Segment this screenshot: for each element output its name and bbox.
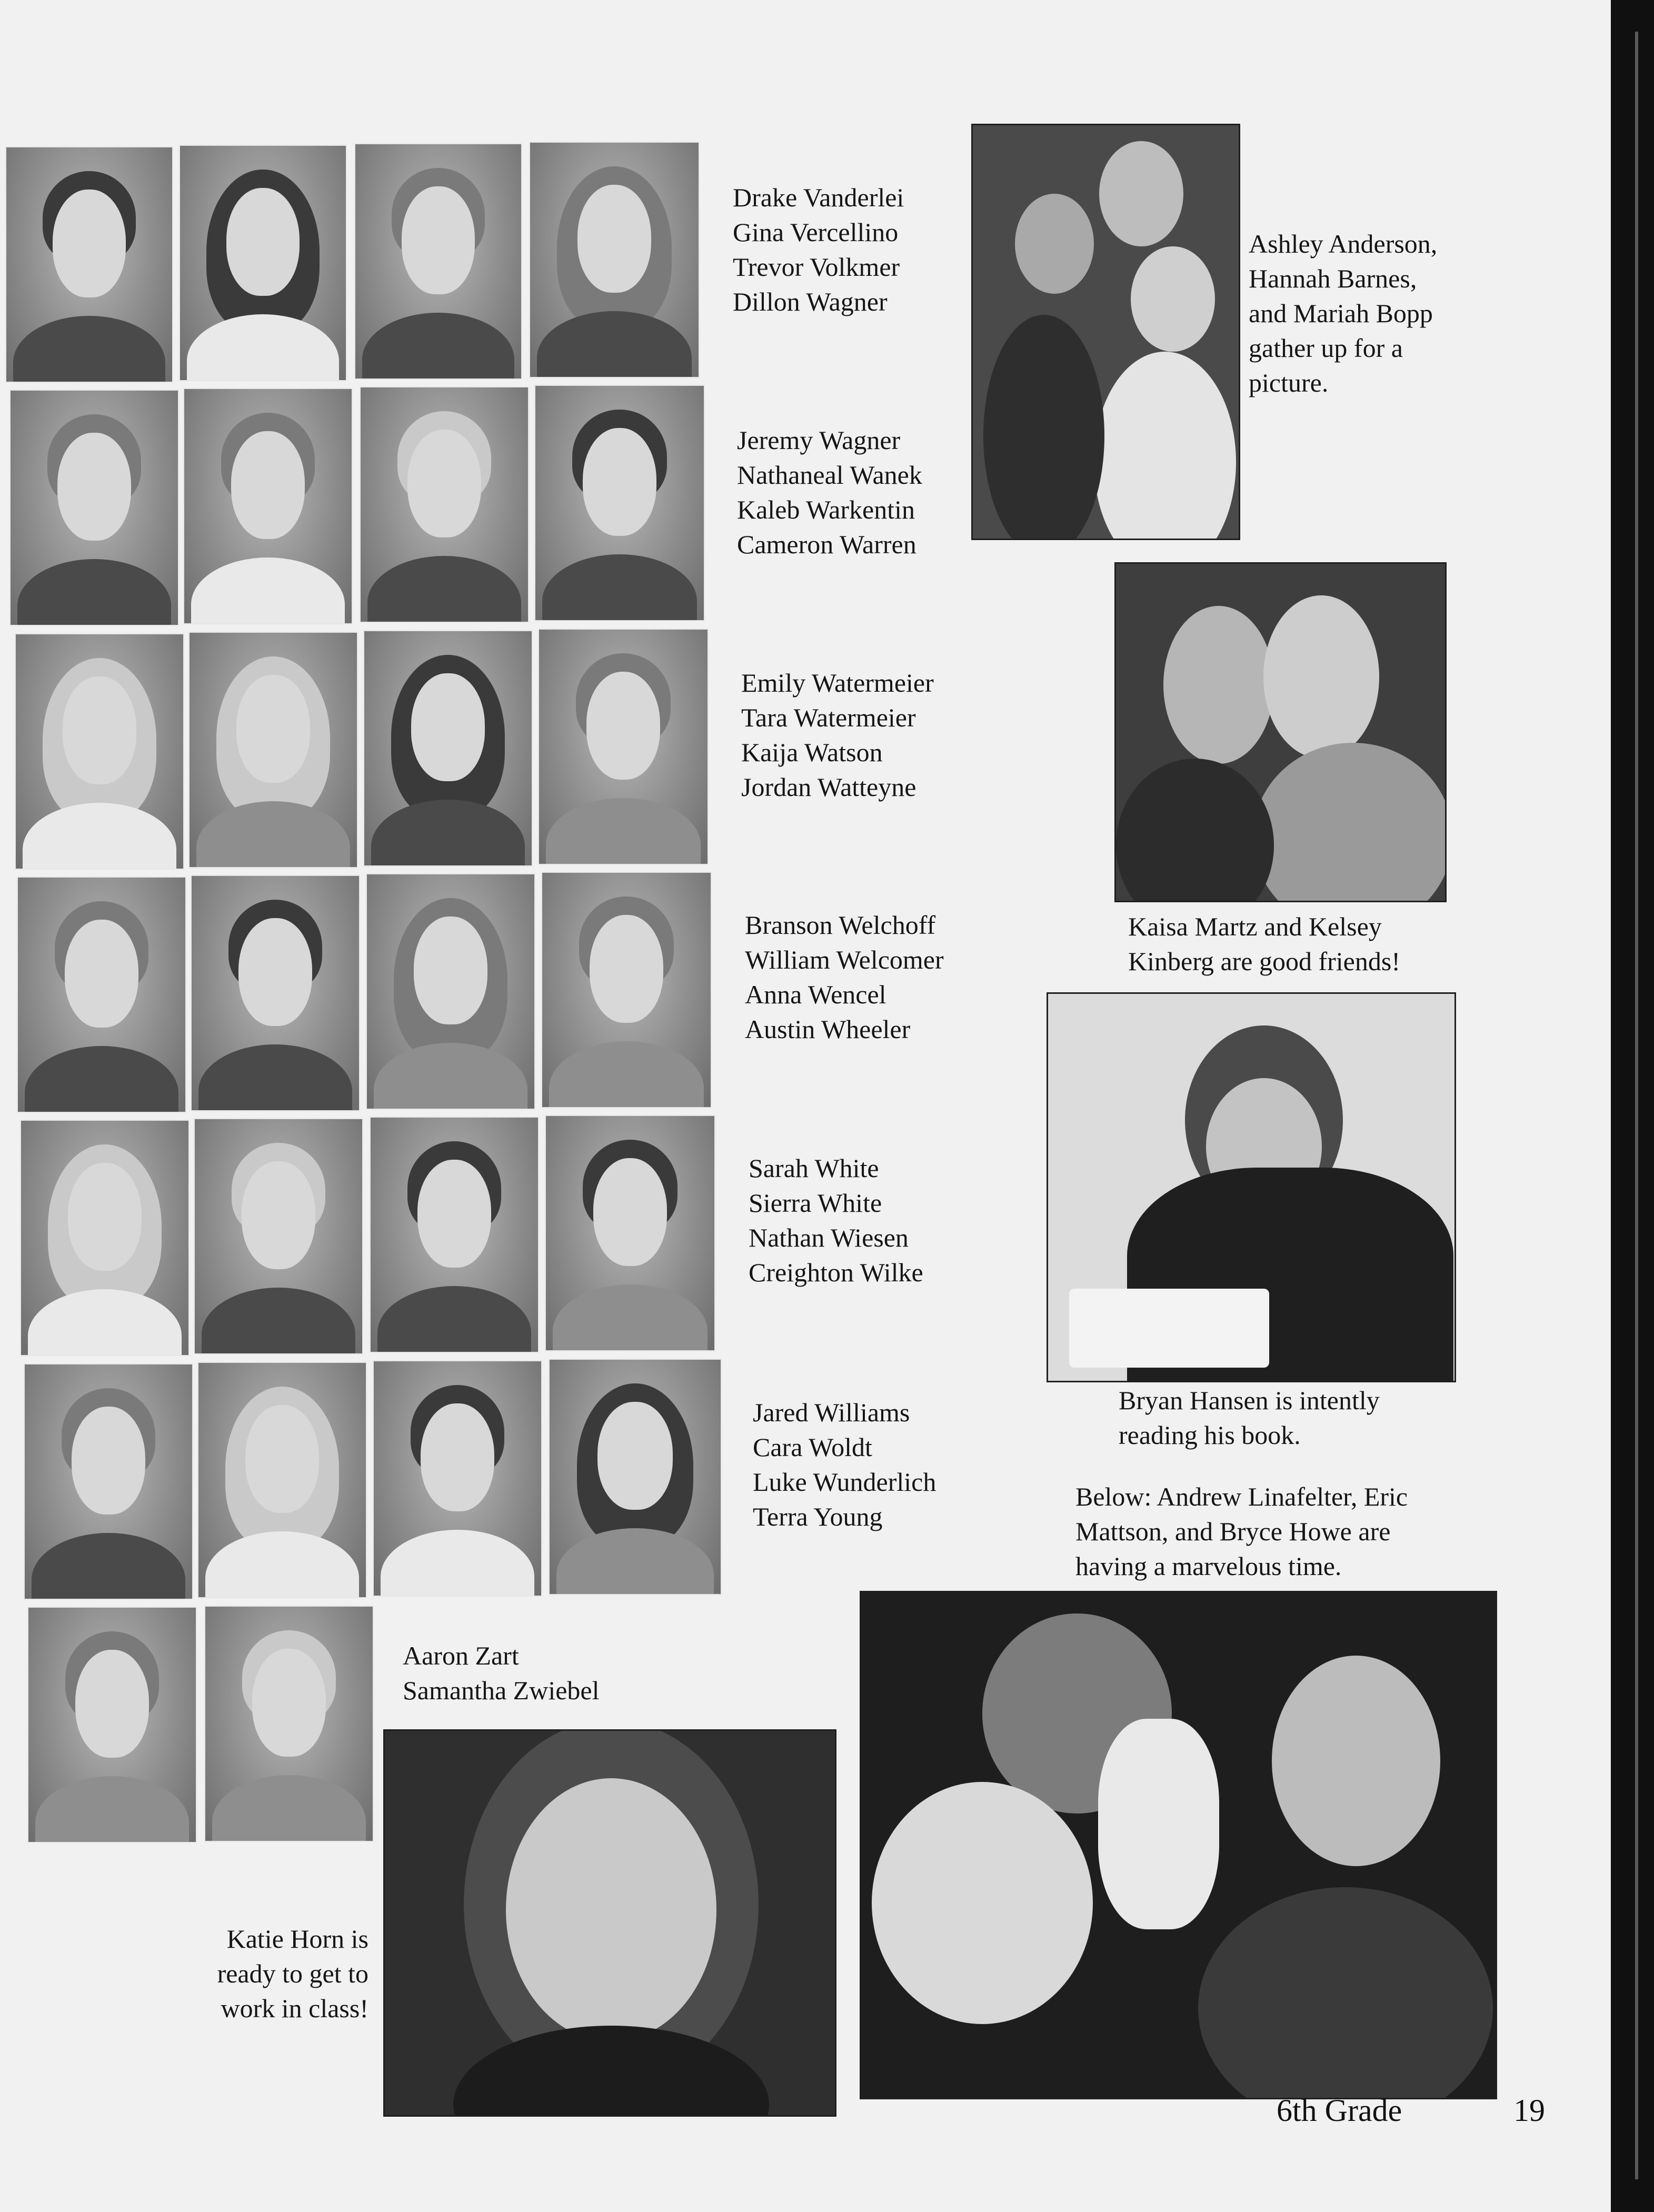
student-name: Cameron Warren: [737, 530, 916, 559]
portrait-emily-watermeier: [15, 633, 184, 870]
caption-line: reading his book.: [1119, 1420, 1301, 1450]
student-name: Jeremy Wagner: [737, 425, 901, 455]
candid-photo-bryan-hansen-reading: [1047, 992, 1456, 1382]
portrait-kaija-watson: [363, 630, 533, 866]
student-name: Nathaneal Wanek: [737, 460, 922, 490]
name-list-row-7: [403, 1638, 600, 1708]
portrait-sierra-white: [194, 1118, 363, 1354]
portrait-trevor-volkmer: [354, 143, 522, 380]
name-list-row-2: [737, 423, 922, 562]
student-name: Branson Welchoff: [745, 910, 936, 940]
student-name: Sierra White: [749, 1188, 882, 1218]
caption-line: Hannah Barnes,: [1249, 264, 1417, 293]
portrait-luke-wunderlich: [373, 1360, 542, 1597]
caption-line: Katie Horn is: [226, 1924, 368, 1954]
student-name: William Welcomer: [745, 945, 944, 974]
caption-line: having a marvelous time.: [1075, 1551, 1342, 1581]
caption-line: Bryan Hansen is intently: [1119, 1386, 1380, 1415]
portrait-drake-vanderlei: [5, 146, 173, 383]
portrait-branson-welchoff: [17, 876, 186, 1113]
student-name: Nathan Wiesen: [749, 1223, 909, 1252]
name-list-row-6: [753, 1395, 936, 1534]
portrait-nathaneal-wanek: [183, 388, 353, 624]
portrait-william-welcomer: [191, 875, 360, 1111]
portrait-sarah-white: [20, 1120, 190, 1356]
section-title: 6th Grade: [1277, 2093, 1402, 2128]
caption-line: Kaisa Martz and Kelsey: [1128, 912, 1382, 941]
caption-below-linafelter-mattson-howe: [1075, 1479, 1408, 1583]
caption-line: gather up for a: [1249, 333, 1403, 363]
caption-line: Kinberg are good friends!: [1128, 946, 1400, 976]
student-name: Aaron Zart: [403, 1641, 519, 1670]
portrait-cara-woldt: [197, 1362, 367, 1598]
name-list-row-1: [733, 180, 904, 319]
student-name: Sarah White: [749, 1153, 879, 1183]
name-list-row-4: [745, 908, 944, 1047]
portrait-jordan-watteyne: [538, 629, 709, 865]
portrait-aaron-zart: [27, 1607, 197, 1843]
caption-anderson-barnes-bopp: [1249, 226, 1437, 400]
portrait-jeremy-wagner: [9, 390, 179, 626]
student-name: Luke Wunderlich: [753, 1467, 936, 1497]
portrait-anna-wencel: [366, 873, 535, 1110]
portrait-dillon-wagner: [529, 142, 700, 378]
portrait-tara-watermeier: [188, 632, 358, 868]
candid-photo-anderson-barnes-bopp: [971, 124, 1240, 540]
caption-line: ready to get to: [217, 1959, 368, 1988]
student-name: Creighton Wilke: [749, 1258, 923, 1287]
caption-line: work in class!: [221, 1994, 368, 2023]
page-number: 19: [1513, 2093, 1545, 2128]
portrait-creighton-wilke: [545, 1115, 715, 1351]
student-name: Emily Watermeier: [741, 668, 934, 698]
portrait-terra-young: [549, 1359, 722, 1595]
student-name: Samantha Zwiebel: [403, 1676, 600, 1705]
student-name: Jared Williams: [753, 1398, 910, 1427]
student-name: Kaija Watson: [741, 738, 883, 767]
student-name: Gina Vercellino: [733, 217, 899, 247]
student-name: Dillon Wagner: [733, 287, 888, 316]
candid-photo-martz-kinberg: [1114, 562, 1447, 902]
caption-martz-kinberg: [1128, 909, 1400, 979]
student-name: Trevor Volkmer: [733, 252, 900, 282]
caption-line: Ashley Anderson,: [1249, 229, 1438, 258]
student-name: Cara Woldt: [753, 1432, 872, 1462]
caption-line: Below: Andrew Linafelter, Eric: [1075, 1482, 1408, 1511]
page-edge: [1611, 0, 1654, 2212]
student-name: Drake Vanderlei: [733, 183, 904, 212]
portrait-nathan-wiesen: [370, 1117, 539, 1353]
student-name: Kaleb Warkentin: [737, 495, 915, 524]
portrait-kaleb-warkentin: [360, 386, 529, 623]
portrait-samantha-zwiebel: [204, 1606, 374, 1842]
caption-line: Mattson, and Bryce Howe are: [1075, 1517, 1391, 1546]
portrait-cameron-warren: [534, 385, 705, 621]
student-name: Tara Watermeier: [741, 703, 916, 732]
name-list-row-3: [741, 665, 934, 804]
name-list-row-5: [749, 1151, 923, 1290]
student-name: Austin Wheeler: [745, 1014, 911, 1044]
caption-bryan-hansen: [1119, 1383, 1380, 1452]
caption-katie-horn: [195, 1921, 368, 2026]
candid-photo-katie-horn: [383, 1729, 836, 2117]
portrait-gina-vercellino: [179, 145, 347, 381]
candid-photo-linafelter-mattson-howe: [860, 1591, 1497, 2099]
caption-line: and Mariah Bopp: [1249, 298, 1433, 328]
student-name: Jordan Watteyne: [741, 772, 916, 802]
portrait-austin-wheeler: [541, 872, 712, 1108]
portrait-jared-williams: [24, 1363, 193, 1600]
student-name: Anna Wencel: [745, 980, 886, 1009]
student-name: Terra Young: [753, 1502, 883, 1531]
caption-line: picture.: [1249, 368, 1329, 397]
